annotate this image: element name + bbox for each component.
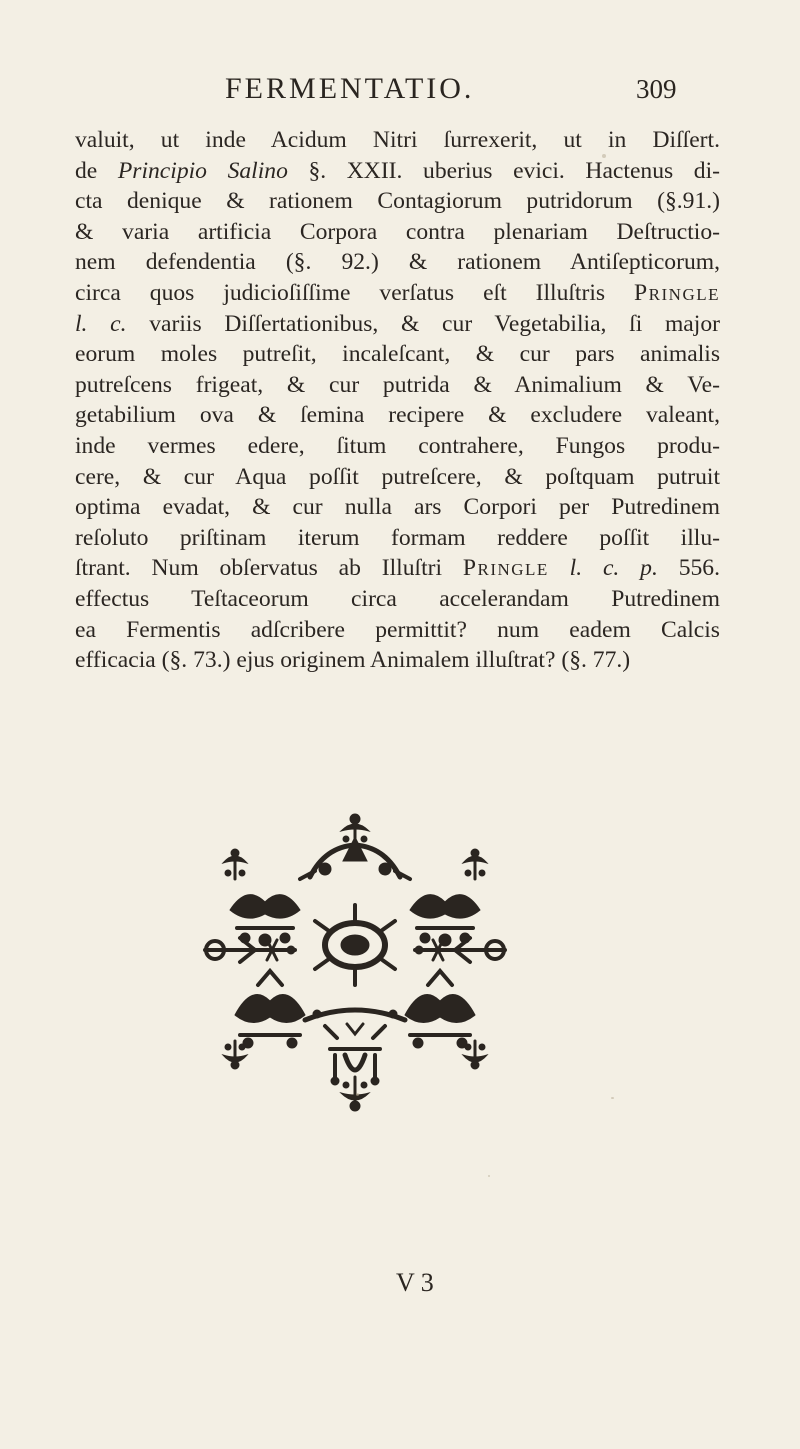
text-span	[549, 555, 570, 581]
text-span: 556.	[657, 555, 720, 582]
text-span: optima evadat, & cur nulla ars Corpori per Putredinem	[75, 494, 720, 521]
italic-span: l. c. p.	[569, 555, 658, 582]
text-line	[75, 186, 720, 217]
text-line	[75, 247, 720, 278]
text-line	[75, 370, 720, 401]
text-line	[75, 339, 720, 370]
fleuron-icon	[190, 805, 520, 1125]
text-line	[75, 278, 720, 309]
text-span: cta denique & rationem Contagiorum putridorum (§.91.)	[75, 188, 720, 215]
text-line	[75, 584, 720, 615]
text-line	[75, 553, 720, 584]
text-span: getabilium ova & ſemina recipere & excludere valeant,	[75, 402, 720, 429]
running-title: FERMENTATIO.	[225, 72, 475, 105]
text-span: valuit, ut inde Acidum Nitri ſurrexerit, ut in Diſſert.	[75, 127, 720, 153]
text-span: inde vermes edere, ſitum contrahere, Fungos produ-	[75, 432, 720, 459]
text-span: effectus Teſtaceorum circa accelerandam Putredinem	[75, 585, 720, 612]
small-caps-span: Pringle	[462, 555, 549, 582]
text-span: & varia artificia Corpora contra plenariam Deſtructio-	[75, 218, 720, 245]
text-line	[75, 615, 720, 646]
running-head	[0, 68, 800, 108]
text-span: §. XXII. uberius evici. Hactenus di-	[287, 157, 720, 184]
text-line	[75, 125, 720, 156]
text-line	[75, 217, 720, 248]
italic-span: Principio Salino	[117, 157, 288, 184]
text-line	[75, 523, 720, 554]
text-span: cere, & cur Aqua poſſit putreſcere, & poſtquam putruit	[75, 463, 720, 490]
text-line	[75, 309, 720, 340]
signature-mark: V 3	[396, 1268, 434, 1297]
text-line	[75, 492, 720, 523]
paper-speck	[611, 1097, 614, 1099]
text-span: efficacia (§. 73.) ejus originem Animalem illuſtrat? (§. 77.)	[75, 647, 631, 674]
text-span: putreſcens frigeat, & cur putrida & Animalium & Ve-	[75, 371, 720, 398]
text-span: ea Fermentis adſcribere permittit? num eadem Calcis	[75, 616, 720, 643]
paper-speck	[356, 1093, 359, 1096]
text-line	[75, 156, 720, 187]
body-text	[75, 125, 720, 676]
small-caps-span: Pringle	[634, 279, 720, 306]
paper-speck	[488, 1175, 490, 1177]
text-line	[75, 400, 720, 431]
page-number: 309	[636, 74, 677, 104]
italic-span: l. c.	[75, 310, 127, 337]
text-span: circa quos judicioſiſſime verſatus eſt Illuſtris	[75, 279, 635, 306]
text-span: variis Diſſertationibus, & cur Vegetabilia, ſi major	[126, 310, 720, 337]
text-span: eorum moles putreſit, incaleſcant, & cur pars animalis	[75, 341, 720, 368]
text-span: ſtrant. Num obſervatus ab Illuſtri	[75, 555, 463, 582]
text-span: de	[75, 157, 118, 184]
text-line	[75, 431, 720, 462]
text-span: reſoluto priſtinam iterum formam reddere poſſit illu-	[75, 524, 720, 551]
text-line	[75, 462, 720, 493]
text-span: nem defendentia (§. 92.) & rationem Antiſepticorum,	[75, 249, 720, 276]
text-line	[75, 645, 720, 676]
paper-speck	[602, 154, 606, 158]
